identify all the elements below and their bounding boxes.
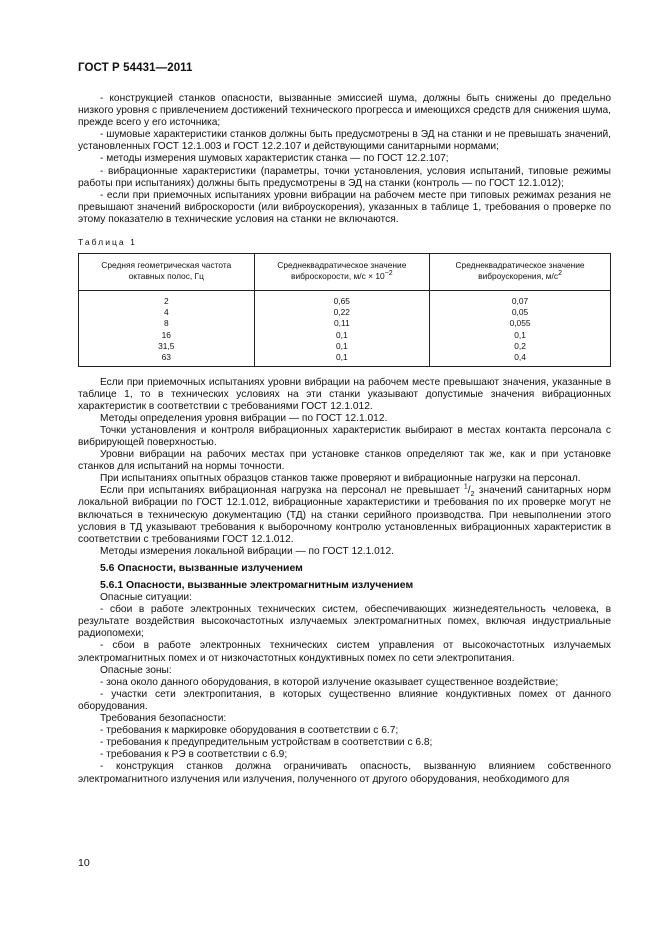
table-cell: 0,1 (254, 341, 430, 352)
paragraph: Уровни вибрации на рабочих местах при установке станков определяют так же, как и при установке станков для испытаний на нормы точности. (78, 449, 611, 473)
table-row (79, 352, 611, 366)
table-header-cell: Среднеквадратическое значение виброскорости, $м/с \times 10^{-2}$ (254, 254, 430, 291)
table-cell: 0,05 (430, 307, 611, 318)
table-cell: 0,2 (430, 341, 611, 352)
page-number: 10 (78, 857, 90, 869)
vibration-table (78, 253, 611, 366)
list-label: Опасные ситуации: (100, 592, 192, 604)
table-row (79, 318, 611, 329)
paragraph: - шумовые характеристики станков должны быть предусмотрены в ЭД на станки и не превышать значений, установленных ГОСТ 12.1.003 и ГОСТ 12.2.107 и действующими санитарными нормами; (78, 129, 611, 153)
table-cell: 0,1 (254, 352, 430, 366)
table-cell: 0,11 (254, 318, 430, 329)
table-header-cell: Средняя геометрическая частота октавных полос, Гц (79, 254, 255, 291)
paragraph: Если при испытаниях вибрационная нагрузка на персонал не превышает $^1/_2$ значений санитарных норм локальной вибрации по ГОСТ 12.1.012, вибрационные характеристики и требования по их проверке могут не включаться в техническую документацию (ТД) на станки серийного производства. При невыполнении этого условия в ТД указывают требования к выборочному контролю установленных вибрационных характеристик в соответствии с требованиями ГОСТ 12.1.012. (78, 483, 611, 545)
table-row (79, 341, 611, 352)
document-header: ГОСТ Р 54431—2011 (78, 62, 193, 74)
table-cell: 0,055 (430, 318, 611, 329)
paragraph: - вибрационные характеристики (параметры, точки установления, условия испытаний, типовые режимы работы при испытаниях) должны быть предусмотрены в ЭД на станки (контроль — по ГОСТ 12.1.012); (78, 165, 611, 189)
table-header-cell: Среднеквадратическое значение виброускорения, $м/с^2$ (430, 254, 611, 291)
paragraph: Если при приемочных испытаниях уровни вибрации на рабочем месте превышают значения, указанные в таблице 1, то в технических условиях на эти станки указывают допустимые значения вибрационных характеристик в соответствии с требованиями ГОСТ 12.1.012. (78, 376, 611, 412)
list-item: - участки сети электропитания, в которых существенно влияние кондуктивных помех от данного оборудования. (78, 688, 611, 712)
after-table-block (78, 377, 611, 558)
paragraph: - методы измерения шумовых характеристик станка — по ГОСТ 12.2.107; (100, 153, 449, 165)
table-cell: 31,5 (79, 341, 255, 352)
table-row (79, 330, 611, 341)
list-item: - требования к предупредительным устройствам в соответствии с 6.8; (100, 737, 433, 749)
table-row (79, 290, 611, 307)
list-label: Опасные зоны: (100, 664, 172, 676)
table-cell: 0,1 (254, 330, 430, 341)
table-cell: 2 (79, 290, 255, 307)
section-heading: 5.6 Опасности, вызванные излучением (100, 562, 303, 574)
table-cell: 0,65 (254, 290, 430, 307)
table-cell: 16 (79, 330, 255, 341)
list-item: - сбои в работе электронных технических систем, обеспечивающих жизнедеятельность человека, в результате воздействия высокочастотных излучаемых электромагнитных помех, включая индустриальные радиопомехи; (78, 604, 611, 640)
list-item: - требования к маркировке оборудования в соответствии с 6.7; (100, 725, 399, 737)
table-cell: 0,4 (430, 352, 611, 366)
table-cell: 0,07 (430, 290, 611, 307)
list-item: - зона около данного оборудования, в которой излучение оказывает существенное воздействие; (100, 676, 559, 688)
paragraph: - конструкцией станков опасности, вызванные эмиссией шума, должны быть снижены до предельно низкого уровня с привлечением достижений технического прогресса и имеющихся средств для снижения шума, прежде всего у его источника; (78, 93, 611, 129)
table-cell: 0,22 (254, 307, 430, 318)
list-label: Требования безопасности: (100, 713, 227, 725)
list-item: - сбои в работе электронных технических систем управления от высокочастотных излучаемых электромагнитных помех и от низкочастотных кондуктивных помех по сети электропитания. (78, 640, 611, 664)
table-cell: 8 (79, 318, 255, 329)
table-header-row (79, 254, 611, 291)
table-title: Таблица 1 (78, 237, 137, 248)
table-cell: 4 (79, 307, 255, 318)
list-item: - требования к РЭ в соответствии с 6.9; (100, 749, 288, 761)
paragraph: При испытаниях опытных образцов станков также проверяют и вибрационные нагрузки на персонал. (100, 473, 581, 485)
paragraph: Точки установления и контроля вибрационных характеристик выбирают в местах контакта персонала с вибрирующей поверхностью. (78, 424, 611, 448)
table-cell: 0,1 (430, 330, 611, 341)
page-content (78, 93, 611, 786)
paragraph: Методы измерения локальной вибрации — по ГОСТ 12.1.012. (100, 545, 394, 557)
list-item: - конструкция станков должна ограничивать опасность, вызванную влиянием собственного электромагнитного излучения или излучения, полученного от другого оборудования, необходимого для (78, 761, 611, 785)
paragraph: Методы определения уровня вибрации — по ГОСТ 12.1.012. (100, 412, 388, 424)
table-row (79, 307, 611, 318)
paragraph: - если при приемочных испытаниях уровни вибрации на рабочем месте при типовых режимах резания не превышают значений виброскорости (или виброускорения), указанных в таблице 1, требования о проверке по этому показателю в технические условия на станки не включаются. (78, 189, 611, 225)
table-cell: 63 (79, 352, 255, 366)
subsection-heading: 5.6.1 Опасности, вызванные электромагнитным излучением (100, 580, 414, 591)
